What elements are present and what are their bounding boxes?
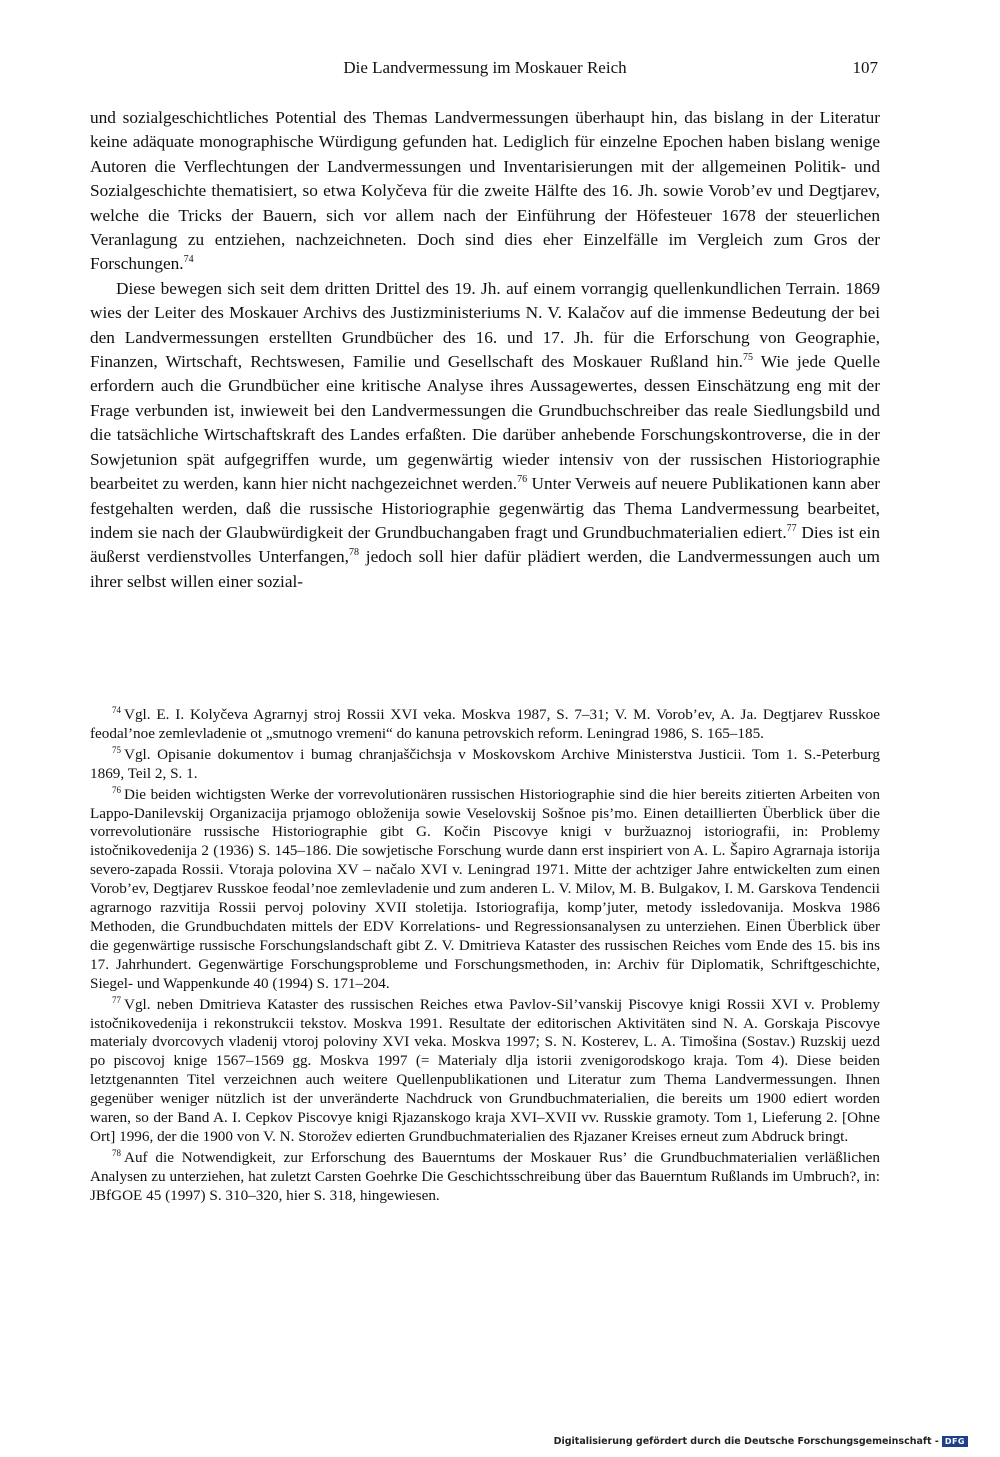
paragraph-2-text-c: Unter Verweis auf neuere Publikationen kann aber festgehalten werden, daß die russische Historiographie gegenwärtig das Thema Landvermessung bearbeitet, indem sie nach der Glaubwürdigkeit der Grundbuchangaben fragt und Grundbuchmaterialien ediert. [90, 474, 880, 542]
footnote-ref-78[interactable]: 78 [348, 547, 359, 559]
running-title: Die Landvermessung im Moskauer Reich [343, 58, 627, 77]
footnote-76 [90, 786, 880, 994]
footnote-text: Auf die Notwendigkeit, zur Erforschung des Bauerntums der Moskauer Rus’ die Grundbuchmaterialien verläßlichen Analysen zu unterziehen, hat zuletzt Carsten Goehrke Die Geschichtsschreibung über das Bauerntum Rußlands im Umbruch?, in: JBfGOE 45 (1997) S. 310–320, hier S. 318, hingewiesen. [90, 1148, 880, 1204]
footnote-ref-77[interactable]: 77 [786, 522, 797, 534]
footnote-number: 77 [112, 994, 121, 1005]
footnote-number: 78 [112, 1147, 121, 1158]
footnote-ref-74[interactable]: 74 [183, 254, 194, 266]
paragraph-2-text-b: Wie jede Quelle erfordern auch die Grundbücher eine kritische Analyse ihres Aussagewertes, dessen Einschätzung eng mit der Frage verbunden ist, inwieweit bei den Landvermessungen die Grundbuchschreiber das reale Siedlungsbild und die tatsächliche Wirtschaftskraft des Landes erfaßten. Die darüber anhebende Forschungskontroverse, die in der Sowjetunion spät aufgegriffen wurde, um gegenwärtig wieder intensiv von der russischen Historiographie bearbeitet zu werden, kann hier nicht nachgezeichnet werden. [90, 352, 880, 494]
footnote-number: 76 [112, 784, 121, 795]
footnote-number: 74 [112, 705, 121, 715]
dfg-logo: DFG [942, 1436, 968, 1447]
footnote-text: Vgl. neben Dmitrieva Kataster des russischen Reiches etwa Pavlov-Sil’vanskij Piscovye knigi Rossii XVI v. Problemy istočnikovedenija i rekonstrukcii tekstov. Moskva 1991. Resultate der editorischen Aktivitäten sind N. A. Gorskaja Piscovye materialy dvorcovych vladenij vtoroj poloviny XVI veka. Moskva 1997; S. N. Kosterev, L. A. Timošina (Sostav.) Ruzskij uezd po piscovoj knige 1567–1569 gg. Moskva 1997 (= Materialy dlja istorii zvenigorodskogo kraja. Tom 4). Diese beiden letztgenannten Titel verzeichnen auch weitere Quellenpublikationen und Literatur zum Thema Landvermessungen. Ihnen gegenüber weniger nützlich ist der unveränderte Nachdruck von Grundbuchmaterialien, die bereits um 1900 ediert worden waren, so der Band A. I. Cepkov Piscovye knigi Rjazanskogo kraja XVI–XVII vv. Russkie gramoty. Tom 1, Lieferung 2. [Ohne Ort] 1996, der die 1900 von V. N. Storožev edierten Grundbuchmaterialien des Rjazaner Kreises erneut zum Abdruck bringt. [90, 995, 880, 1145]
footnote-ref-76[interactable]: 76 [517, 474, 528, 486]
paragraph-1-text: und sozialgeschichtliches Potential des Themas Landvermessungen überhaupt hin, das bislang in der Literatur keine adäquate monographische Würdigung gefunden hat. Lediglich für einzelne Epochen haben bislang wenige Autoren die Verflechtungen der Landvermessungen und Inventarisierungen mit der allgemeinen Politik- und Sozialgeschichte thematisiert, so etwa Kolyčeva für die zweite Hälfte des 16. Jh. sowie Vorob’ev und Degtjarev, welche die Tricks der Bauern, sich vor allem nach der Einführung der Höfesteuer 1678 der steuerlichen Veranlagung zu entziehen, nachzeichneten. Doch sind dies eher Einzelfälle im Vergleich zum Gros der Forschungen. [90, 108, 880, 274]
footnote-ref-75[interactable]: 75 [742, 352, 753, 364]
page-number: 107 [852, 58, 878, 77]
footnote-text: Vgl. E. I. Kolyčeva Agrarnyj stroj Rossii XVI veka. Moskva 1987, S. 7–31; V. M. Vorob’ev, A. Ja. Degtjarev Russkoe feodal’noe zemlevladenie ot „smutnogo vremeni“ do kanuna petrovskich reform. Leningrad 1986, S. 165–185. [90, 706, 880, 742]
footnotes [90, 706, 880, 1208]
paragraph-2 [90, 277, 880, 594]
footnote-78 [90, 1149, 880, 1206]
footnote-75 [90, 746, 880, 784]
footnote-74 [90, 706, 880, 744]
footnote-77 [90, 996, 880, 1147]
footnote-text: Die beiden wichtigsten Werke der vorrevolutionären russischen Historiographie sind die hier bereits zitierten Arbeiten von Lappo-Danilevskij Organizacija prjamogo obloženija sowie Veselovskij Sošnoe pis’mo. Einen detaillierten Überblick über die vorrevolutionäre russische Historiographie gibt G. Kočin Piscovye knigi v buržuaznoj istoriografii, in: Problemy istočnikovedenija 2 (1936) S. 145–186. Die sowjetische Forschung wurde dann erst inspiriert von A. L. Šapiro Agrarnaja istorija severo-zapada Rossii. Vtoraja polovina XV – načalo XVI v. Leningrad 1971. Mitte der achtziger Jahre entwickelten zum einen Vorob’ev, Degtjarev Russkoe feodal’noe zemlevladenie und zum anderen L. V. Milov, M. B. Bulgakov, I. M. Garskova Tendencii agrarnogo razvitija Rossii pervoj poloviny XVII stoletija. Istoriografija, komp’juter, metody issledovanija. Moskva 1986 Methoden, die Grundbuchdaten mittels der EDV Korrelations- und Regressionsanalysen zu unterziehen. Einen Überblick über die gegenwärtige russische Forschungslandschaft gibt Z. V. Dmitrieva Kataster des russischen Reiches vom Ende des 15. bis ins 17. Jahrhundert. Gegenwärtige Forschungsprobleme und Forschungsmethoden, in: Archiv für Diplomatik, Schriftgeschichte, Siegel- und Wappenkunde 40 (1994) S. 171–204. [90, 785, 880, 992]
footnote-text: Vgl. Opisanie dokumentov i bumag chranjaščichsja v Moskovskom Archive Ministerstva Justicii. Tom 1. S.-Peterburg 1869, Teil 2, S. 1. [90, 745, 880, 782]
paragraph-2-text-e: jedoch soll hier dafür plädiert werden, die Landvermessungen auch um ihrer selbst willen einer sozial- [90, 547, 880, 591]
footnote-number: 75 [112, 744, 121, 755]
paragraph-2-text-a: Diese bewegen sich seit dem dritten Drittel des 19. Jh. auf einem vorrangig quellenkundlichen Terrain. 1869 wies der Leiter des Moskauer Archivs des Justizministeriums N. V. Kalačov auf die immense Bedeutung der bei den Landvermessungen erstellten Grundbücher des 16. und 17. Jh. für die Erforschung von Geographie, Finanzen, Wirtschaft, Rechtswesen, Familie und Gesellschaft des Moskauer Rußland hin. [90, 278, 880, 372]
digitization-footer [554, 1436, 968, 1447]
paragraph-1 [90, 106, 880, 277]
paragraph-2-text-d: Dies ist ein äußerst verdienstvolles Unterfangen, [90, 522, 880, 567]
running-header [90, 58, 880, 82]
main-text [90, 106, 880, 594]
digitization-note: Digitalisierung gefördert durch die Deutsche Forschungsgemeinschaft - [553, 1436, 939, 1447]
